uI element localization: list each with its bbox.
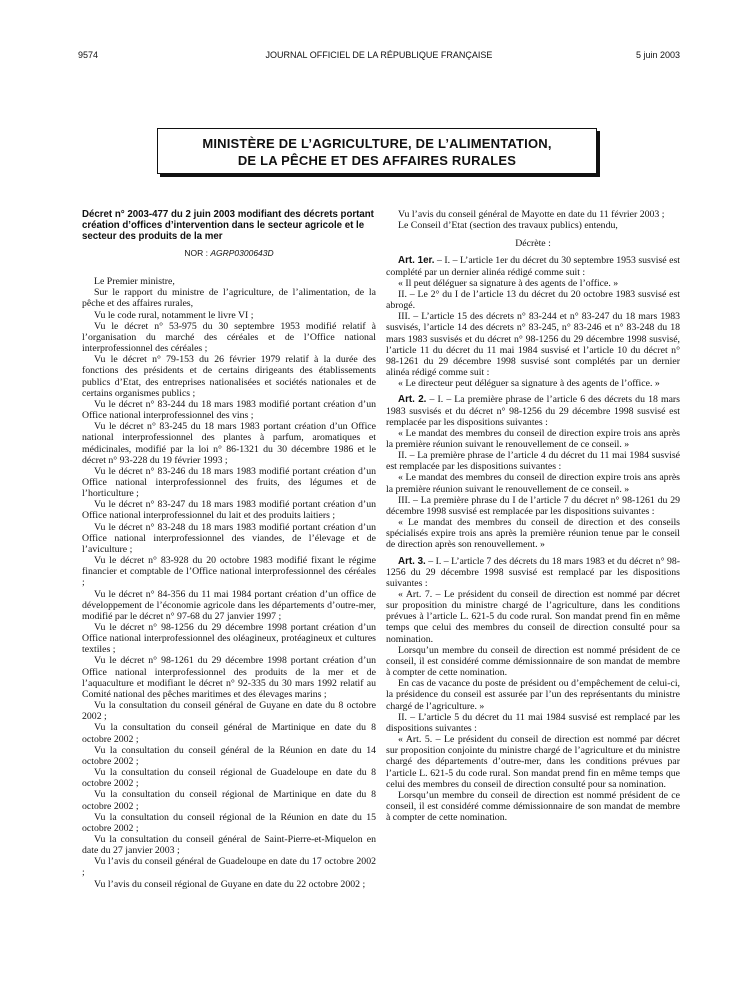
visa-paragraph: Vu la consultation du conseil général de Guyane en date du 8 octobre 2002 ; [82, 700, 376, 723]
article-text: II. – L’article 5 du décret du 11 mai 1984 susvisé est remplacé par les dispositions suivantes : [386, 711, 680, 734]
ministry-line-2: DE LA PÊCHE ET DES AFFAIRES RURALES [237, 153, 517, 168]
article-text: « Le mandat des membres du conseil de direction expire trois ans après la première réunion suivant le renouvellement de ce conseil. » [386, 472, 680, 495]
visa-paragraph: Vu la consultation du conseil régional de Guadeloupe en date du 8 octobre 2002 ; [82, 767, 376, 790]
article-paragraph [386, 428, 680, 450]
article-heading-paragraph [386, 394, 680, 427]
intro-paragraph: Le Conseil d’Etat (section des travaux publics) entendu, [398, 220, 618, 232]
article-text: III. – La première phrase du I de l’article 7 du décret n° 98-1261 du 29 décembre 1998 susvisé est remplacée par les dispositions suivantes : [386, 494, 680, 517]
nor-code: AGRP0300643D [210, 248, 274, 258]
nor-reference [82, 248, 376, 259]
article-text: « Art. 7. – Le président du conseil de direction est nommé par décret sur proposition du ministre chargé de l’agriculture, dans les conditions prévues à l’article L. 621-5 du code rural. Son mandat prend fin en même temps que celui des membres du conseil de direction consulté pour sa nomination. [386, 589, 680, 645]
visa-paragraph: Vu le décret n° 98-1261 du 29 décembre 1998 portant création d’un Office national interprofessionnel des produits de la mer et de l’aquaculture et modifiant le décret n° 92-335 du 30 mars 1992 relatif au Comité national des pêches maritimes et des élevages marins ; [82, 655, 376, 700]
article-paragraph [386, 790, 680, 823]
visa-paragraph: Vu le code rural, notamment le livre VI ; [94, 309, 254, 321]
article-paragraph [386, 712, 680, 734]
visa-paragraph: Vu la consultation du conseil régional de la Réunion en date du 15 octobre 2002 ; [82, 811, 376, 834]
article-paragraph [386, 472, 680, 494]
visa-paragraph: Vu le décret n° 84-356 du 11 mai 1984 portant création d’un office de développement de l’économie agricole dans les départements d’outre-mer, modifié par le décret n° 97-68 du 27 janvier 1997 ; [82, 588, 376, 622]
article-label: Art. 2. [398, 394, 427, 406]
journal-title: JOURNAL OFFICIEL DE LA RÉPUBLIQUE FRANÇAISE [265, 50, 493, 60]
visa-paragraph: Vu l’avis du conseil régional de Guyane en date du 22 octobre 2002 ; [94, 878, 366, 890]
visa-paragraph: Vu le décret n° 83-244 du 18 mars 1983 modifié portant création d’un Office national interprofessionnel des vins ; [82, 398, 376, 422]
article-paragraph [386, 311, 680, 378]
article-heading-paragraph [386, 255, 680, 277]
article-text: En cas de vacance du poste de président ou d’empêchement de celui-ci, la présidence du conseil est assurée par l’un des représentants du ministre chargé de l’agriculture. » [386, 678, 680, 712]
article-paragraph [386, 450, 680, 472]
article-text: II. – Le 2° du I de l’article 13 du décret du 20 octobre 1983 susvisé est abrogé. [386, 288, 680, 312]
article-text: « Il peut déléguer sa signature à des agents de l’office. » [398, 277, 619, 289]
right-intro [386, 209, 680, 231]
article-text: « Le directeur peut déléguer sa signature à des agents de l’office. » [398, 378, 660, 390]
article-text: Lorsqu’un membre du conseil de direction est nommé président de ce conseil, il est considéré comme démissionnaire de son mandat de membre à compter de cette nomination. [386, 789, 680, 824]
article-text: III. – L’article 15 des décrets n° 83-244 et n° 83-247 du 18 mars 1983 susvisés, l’article 14 des décrets n° 83-245, n° 83-246 et n° 83-248 du 18 mars 1983 susvisés et du décret n° 98-1256 du 29 décembre 1998 susvisé, l’article 11 du décret du 11 mai 1984 susvisé et l’article 10 du décret n° 98-1261 du 29 décembre 1998 susvisé sont complétés par un dernier alinéa rédigé comme suit : [386, 311, 680, 379]
left-column [82, 209, 376, 890]
issue-date: 5 juin 2003 [635, 50, 680, 60]
articles [386, 255, 680, 823]
decrete-heading: Décrète : [515, 238, 551, 250]
article-label: Art. 1er. [398, 255, 435, 267]
article-text: « Le mandat des membres du conseil de direction et des conseils spécialisés expire trois ans après la première réunion tenue par le conseil de direction après son renouvellement. » [386, 517, 680, 551]
visa-paragraph: Vu la consultation du conseil général de Martinique en date du 8 octobre 2002 ; [82, 722, 376, 745]
visa-paragraph: Vu le décret n° 83-245 du 18 mars 1983 portant création d’un Office national interprofessionnel des plantes à parfum, aromatiques et médicinales, modifié par la loi n° 86-1321 du 30 décembre 1986 et le décret n° 93-228 du 19 février 1993 ; [82, 421, 376, 466]
article-text: – I. – L’article 7 des décrets du 18 mars 1983 et du décret n° 98-1256 du 29 décembre 1998 susvisé est remplacé par les dispositions suivantes : [386, 555, 681, 589]
visa-list [82, 276, 376, 890]
article-text: II. – La première phrase de l’article 4 du décret du 11 mai 1984 susvisé est remplacée par les dispositions suivantes : [386, 450, 680, 473]
visa-paragraph: Vu le décret n° 83-247 du 18 mars 1983 modifié portant création d’un Office national interprofessionnel du lait et des produits laitiers ; [82, 499, 376, 522]
article-paragraph [386, 278, 680, 289]
article-text: « Art. 5. – Le président du conseil de direction est nommé par décret sur proposition conjointe du ministre chargé de l’agriculture et du ministre chargé des départements d’outre-mer, dans les conditions prévues par l’article L. 621-5 du code rural. Son mandat prend fin en même temps que celui des membres du conseil de direction consulté pour sa nomination. [386, 734, 680, 790]
ministry-line-1: MINISTÈRE DE L’AGRICULTURE, DE L’ALIMENTATION, [202, 136, 552, 151]
visa-paragraph: Vu le décret n° 98-1256 du 29 décembre 1998 portant création d’un Office national interprofessionnel des oléagineux, protéagineux et cultures textiles ; [82, 622, 376, 656]
article-paragraph [386, 289, 680, 311]
visa-paragraph: Vu la consultation du conseil régional de Martinique en date du 8 octobre 2002 ; [82, 789, 376, 812]
visa-paragraph: Vu le décret n° 53-975 du 30 septembre 1953 modifié relatif à l’organisation du marché des céréales et de l’Office national interprofessionnel des céréales ; [82, 320, 376, 355]
article-label: Art. 3. [398, 555, 426, 567]
article-heading-paragraph [386, 556, 680, 589]
premier-ministre-line: Le Premier ministre, [94, 276, 175, 288]
visa-paragraph: Vu l’avis du conseil général de Guadeloupe en date du 17 octobre 2002 ; [82, 856, 376, 879]
article-text: – I. – La première phrase de l’article 6 des décrets du 18 mars 1983 susvisés et du décret n° 98-1256 du 29 décembre 1998 susvisé est remplacée par les dispositions suivantes : [386, 394, 680, 428]
visa-paragraph: Sur le rapport du ministre de l’agriculture, de l’alimentation, de la pêche et des affaires rurales, [82, 287, 376, 310]
article-paragraph [386, 495, 680, 517]
visa-paragraph: Vu le décret n° 83-246 du 18 mars 1983 modifié portant création d’un Office national interprofessionnel des fruits, des légumes et de l’horticulture ; [82, 465, 376, 500]
article-text: – I. – L’article 1er du décret du 30 septembre 1953 susvisé est complété par un dernier alinéa rédigé comme suit : [386, 255, 680, 278]
article-text: « Le mandat des membres du conseil de direction expire trois ans après la première réunion suivant le renouvellement de ce conseil. » [386, 427, 680, 450]
visa-paragraph: Vu le décret n° 83-928 du 20 octobre 1983 modifié fixant le régime financier et comptable de l’Office national interprofessionnel des céréales ; [82, 555, 376, 589]
intro-paragraph: Vu l’avis du conseil général de Mayotte en date du 11 février 2003 ; [398, 209, 665, 220]
article-paragraph [386, 645, 680, 678]
visa-paragraph: Vu la consultation du conseil général de Saint-Pierre-et-Miquelon en date du 27 janvier 2003 ; [82, 833, 376, 857]
article-paragraph [386, 734, 680, 790]
visa-paragraph: Vu le décret n° 83-248 du 18 mars 1983 modifié portant création d’un Office national interprofessionnel des viandes, de l’élevage et de l’aviculture ; [82, 521, 376, 555]
visa-paragraph: Vu la consultation du conseil général de la Réunion en date du 14 octobre 2002 ; [82, 744, 376, 767]
nor-label: NOR : [184, 248, 208, 258]
article-paragraph [386, 378, 680, 389]
page-number: 9574 [78, 50, 99, 60]
article-paragraph [386, 678, 680, 711]
ministry-box [157, 128, 597, 174]
decree-title: Décret n° 2003-477 du 2 juin 2003 modifiant des décrets portant création d’offices d’intervention dans le secteur agricole et le secteur des produits de la mer [82, 209, 374, 242]
right-column [386, 209, 680, 823]
article-paragraph [386, 517, 680, 550]
article-paragraph [386, 589, 680, 645]
article-text: Lorsqu’un membre du conseil de direction est nommé président de ce conseil, il est considéré comme démissionnaire de son mandat de membre à compter de cette nomination. [386, 644, 680, 679]
visa-paragraph: Vu le décret n° 79-153 du 26 février 1979 relatif à la durée des fonctions des présidents et de certains dirigeants des établissements publics d’Etat, des entreprises nationalisées et sociétés nationales et de certains organismes publics ; [82, 354, 376, 399]
page-header [78, 50, 680, 64]
